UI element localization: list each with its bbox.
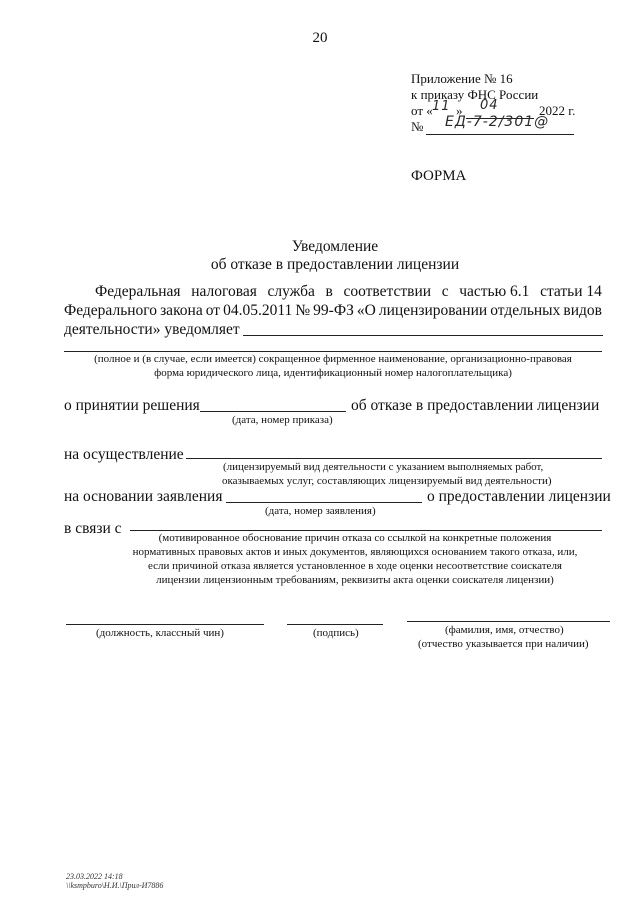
- org-caption-line-2: форма юридического лица, идентификационный номер налогоплательщика): [154, 367, 512, 379]
- p2-w2: закона: [160, 302, 203, 319]
- name-note: (отчество указывается при наличии): [418, 638, 589, 650]
- p1-w2: налоговая: [191, 283, 257, 300]
- appendix-day: 11: [432, 99, 451, 114]
- p2-w10: видов: [563, 302, 602, 319]
- activity-prefix: на осуществление: [64, 446, 184, 463]
- application-caption: (дата, номер заявления): [265, 505, 376, 517]
- decision-prefix: о принятии решения: [64, 397, 200, 414]
- appendix-line-2: к приказу ФНС России: [411, 87, 539, 102]
- paragraph-line-3: деятельности» уведомляет: [64, 321, 240, 338]
- appendix-number-prefix: №: [411, 119, 424, 134]
- activity-caption-line-1: (лицензируемый вид деятельности с указанием выполняемых работ,: [223, 461, 544, 473]
- p2-w4: 04.05.2011: [223, 302, 293, 319]
- p2-w6: 99-ФЗ: [313, 302, 354, 319]
- appendix-number: ЕД-7-2/301@: [445, 114, 550, 130]
- footer-line-1: 23.03.2022 14:18: [66, 872, 123, 881]
- appendix-month: 04: [480, 98, 499, 113]
- name-field-line: [407, 621, 610, 622]
- sign-field-line: [287, 624, 383, 625]
- footer-line-2: \\ksmpburo\Н.И.\Прил-И7886: [66, 881, 164, 890]
- p1-w7: частью 6.1: [459, 283, 530, 300]
- page-number: 20: [312, 30, 328, 46]
- reason-caption-line-4: лицензии лицензионным требованиям, реквизиты акта оценки соискателя лицензии): [156, 574, 554, 586]
- p1-w3: служба: [267, 283, 315, 300]
- p2-w7: «О: [356, 302, 376, 319]
- p1-w4: в: [325, 283, 333, 300]
- application-prefix: на основании заявления: [64, 488, 223, 505]
- application-field-line: [226, 502, 422, 503]
- appendix-date-mid: »: [456, 103, 463, 118]
- decision-suffix: об отказе в предоставлении лицензии: [351, 397, 600, 414]
- appendix-number-line: [426, 134, 574, 135]
- org-name-field-line-2: [64, 351, 602, 352]
- sign-caption: (подпись): [313, 627, 359, 639]
- decision-caption: (дата, номер приказа): [232, 414, 333, 426]
- appendix-date-prefix: от «: [411, 103, 433, 118]
- org-caption-line-1: (полное и (в случае, если имеется) сокращенное фирменное наименование, организационно-правовая: [94, 353, 572, 365]
- activity-field-line: [186, 458, 602, 459]
- reason-caption-line-1: (мотивированное обоснование причин отказа со ссылкой на конкретные положения: [158, 532, 552, 544]
- position-field-line: [66, 624, 264, 625]
- p1-w5: соответствии: [343, 283, 432, 300]
- title-line-2: об отказе в предоставлении лицензии: [210, 256, 460, 273]
- reason-caption-line-3: если причиной отказа является установленное в ходе оценки несоответствие соискателя: [148, 560, 562, 572]
- application-suffix: о предоставлении лицензии: [427, 488, 611, 505]
- form-label: ФОРМА: [411, 168, 467, 184]
- p2-w9: отдельных: [490, 302, 561, 319]
- name-caption: (фамилия, имя, отчество): [445, 624, 564, 636]
- p2-w8: лицензировании: [378, 302, 488, 319]
- p2-w5: №: [295, 302, 311, 319]
- position-caption: (должность, классный чин): [96, 627, 224, 639]
- p1-w6: с: [441, 283, 449, 300]
- p2-w1: Федерального: [64, 302, 158, 319]
- paragraph-line-2: [64, 302, 602, 320]
- reason-caption-line-2: нормативных правовых актов и иных документов, являющихся основанием такого отказа, или,: [132, 546, 578, 558]
- appendix-year: 2022 г.: [539, 103, 576, 118]
- p2-w3: от: [205, 302, 221, 319]
- reason-field-line: [130, 530, 602, 531]
- title-line-1: Уведомление: [291, 238, 379, 255]
- appendix-line-1: Приложение № 16: [411, 71, 513, 86]
- p1-w1: Федеральная: [95, 283, 181, 300]
- reason-prefix: в связи с: [64, 520, 122, 537]
- p1-w8: статьи 14: [540, 283, 602, 300]
- paragraph-line-1: [95, 283, 602, 301]
- decision-field-line: [200, 411, 346, 412]
- org-name-field-line-1: [243, 335, 603, 336]
- activity-caption-line-2: оказываемых услуг, составляющих лицензируемый вид деятельности): [222, 475, 552, 487]
